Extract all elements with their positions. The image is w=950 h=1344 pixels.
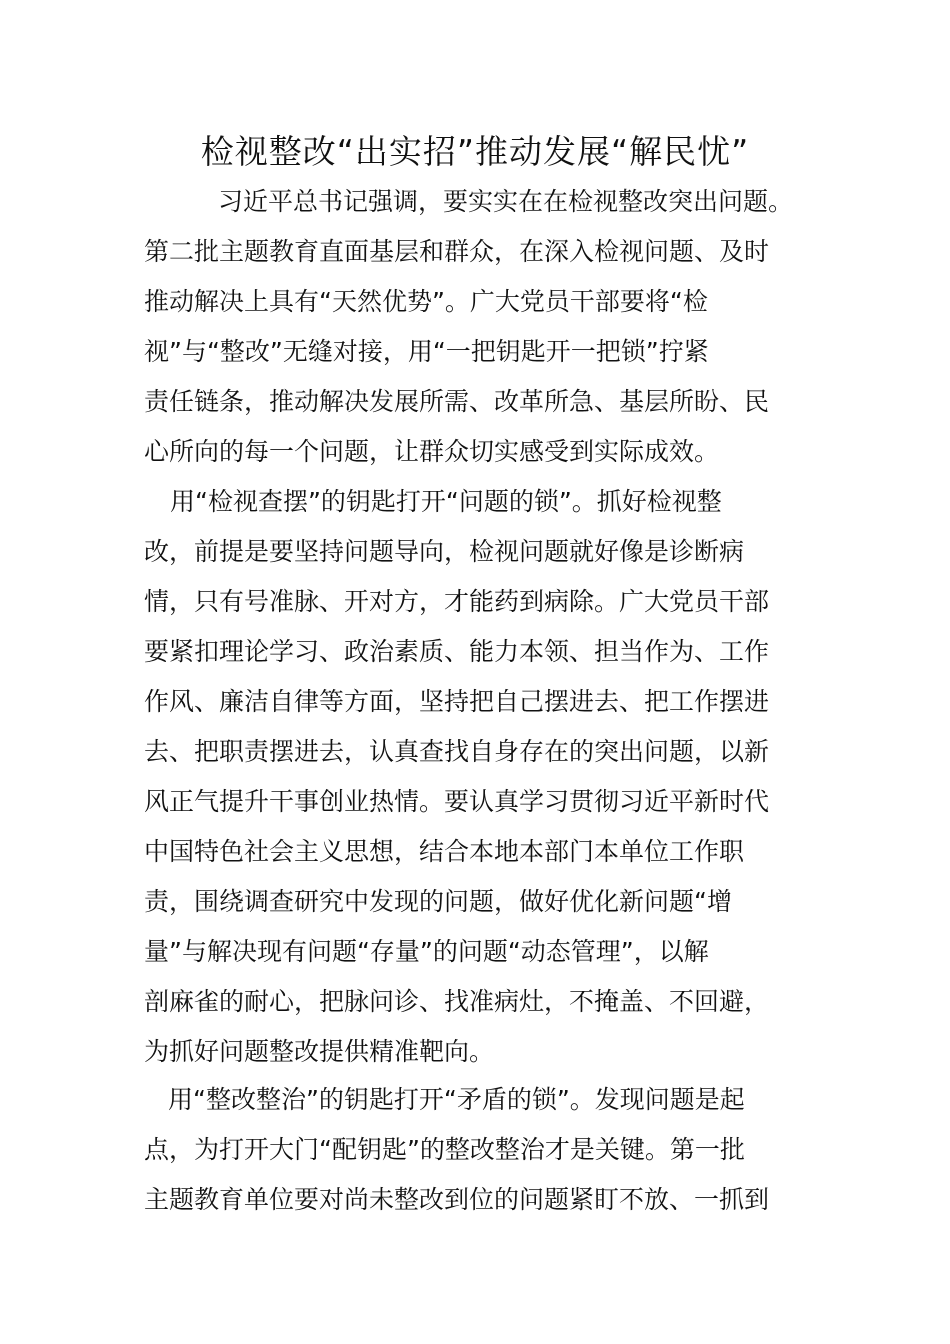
paragraph-line: 点，为打开大门“配钥匙”的整改整治才是关键。第一批 [144, 1135, 745, 1164]
paragraph-line: 作风、廉洁自律等方面，坚持把自己摆进去、把工作摆进 [144, 687, 770, 716]
paragraph-line: 心所向的每一个问题，让群众切实感受到实际成效。 [144, 437, 720, 466]
paragraph-line: 责任链条，推动解决发展所需、改革所急、基层所盼、民 [144, 387, 770, 416]
paragraph-line: 要紧扣理论学习、政治素质、能力本领、担当作为、工作 [144, 637, 770, 666]
paragraph-line: 情，只有号准脉、开对方，才能药到病除。广大党员干部 [144, 587, 770, 616]
paragraph-line: 中国特色社会主义思想，结合本地本部门本单位工作职 [144, 837, 745, 866]
paragraph-line: 去、把职责摆进去，认真查找自身存在的突出问题，以新 [144, 737, 770, 766]
paragraph-line: 剖麻雀的耐心，把脉问诊、找准病灶，不掩盖、不回避， [144, 987, 770, 1016]
paragraph-line: 用“检视查摆”的钥匙打开“问题的锁”。抓好检视整 [170, 487, 722, 516]
paragraph-line: 为抓好问题整改提供精准靶向。 [144, 1037, 495, 1066]
document-title: 检视整改“出实招”推动发展“解民忧” [200, 132, 750, 171]
paragraph-line: 第二批主题教育直面基层和群众，在深入检视问题、及时 [144, 237, 770, 266]
paragraph-line: 风正气提升干事创业热情。要认真学习贯彻习近平新时代 [144, 787, 770, 816]
paragraph-line: 量”与解决现有问题“存量”的问题“动态管理”，以解 [144, 937, 709, 966]
paragraph-line: 用“整改整治”的钥匙打开“矛盾的锁”。发现问题是起 [168, 1085, 745, 1114]
paragraph-line: 习近平总书记强调，要实实在在检视整改突出问题。 [218, 187, 794, 216]
paragraph-line: 责，围绕调查研究中发现的问题，做好优化新问题“增 [144, 887, 732, 916]
paragraph-line: 改，前提是要坚持问题导向，检视问题就好像是诊断病 [144, 537, 745, 566]
paragraph-line: 推动解决上具有“天然优势”。广大党员干部要将“检 [144, 287, 708, 316]
paragraph-line: 视”与“整改”无缝对接，用“一把钥匙开一把锁”拧紧 [144, 337, 709, 366]
paragraph-line: 主题教育单位要对尚未整改到位的问题紧盯不放、一抓到 [144, 1185, 770, 1214]
